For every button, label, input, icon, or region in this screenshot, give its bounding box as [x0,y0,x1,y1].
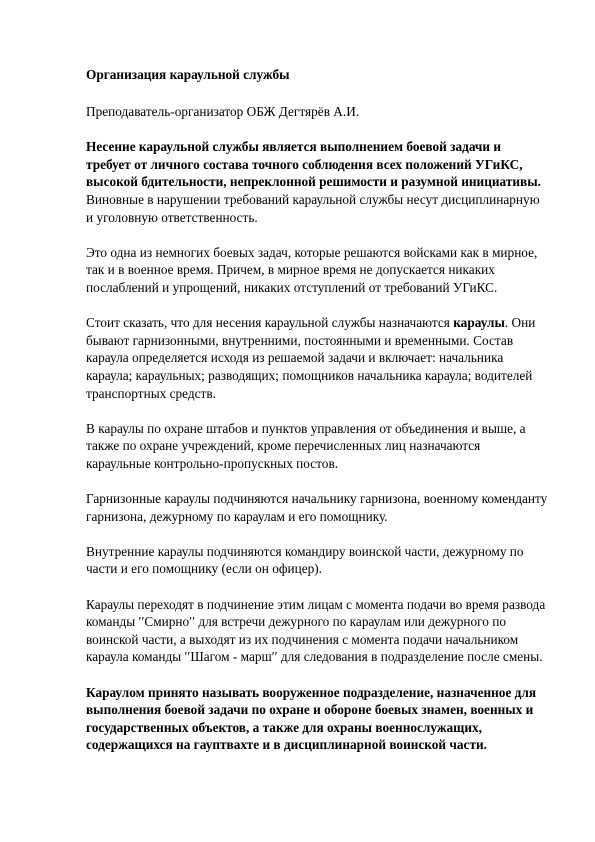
paragraph-duty-rest: Виновные в нарушении требований караульной службы несут дисциплинарную и уголовную ответственность. [86,191,540,225]
paragraph-internal-guards: Внутренние караулы подчиняются командиру воинской части, дежурному по части и его помощнику (если он офицер). [86,543,524,577]
paragraph-duty-definition [86,138,548,226]
document-page [86,66,548,754]
paragraph-guard-types-start: Стоит сказать, что для несения караульной службы назначаются [86,315,454,331]
paragraph-guard-definition [86,684,548,754]
paragraph-guard-definition-bold: Караулом принято называть вооруженное подразделение, назначенное для выполнения боевой задачи по охране и обороне боевых знамен, военных и государственных объектов, а также для охраны военнослужащих, содержащихся на гауптвахте и в дисциплинарной воинской части. [86,684,537,753]
document-title: Организация караульной службы [86,67,290,82]
author-line: Преподаватель-организатор ОБЖ Дегтярёв А.И. [86,103,360,119]
paragraph-peacetime: Это одна из немногих боевых задач, которые решаются войсками как в мирное, так и в военное время. Причем, в мирное время не допускается никаких послаблений и упрощений, никаких отступлений от требований УГиКС. [86,244,538,295]
paragraph-subordination: Караулы переходят в подчинение этим лицам с момента подачи во время развода команды ′′Смирно′′ для встречи дежурного по караулам или дежурного по воинской части, а выходят из их подчинения с момента подачи начальником караула команды ′′Шагом - марш′′ для следования в подразделение после смены. [86,596,546,665]
paragraph-guard-types-rest: . Они бывают гарнизонными, внутренними, постоянными и временными. Состав караула определяется исходя из решаемой задачи и включает: начальника караула; караульных; разводящих; помощников начальника караула; водителей транспортных средств. [86,315,536,401]
paragraph-garrison-guards: Гарнизонные караулы подчиняются начальнику гарнизона, военному коменданту гарнизона, дежурному по караулам и его помощнику. [86,491,548,524]
paragraph-guard-types [86,314,548,402]
paragraph-duty-bold: Несение караульной службы является выполнением боевой задачи и требует от личного состава точного соблюдения всех положений УГиКС, высокой бдительности, непреклонной решимости и разумной инициативы. [86,139,541,190]
paragraph-headquarters-guards: В караулы по охране штабов и пунктов управления от объединения и выше, а также по охране учреждений, кроме перечисленных лиц назначаются караульные контрольно-пропускных постов. [86,420,526,471]
paragraph-guard-types-bold: караулы [453,315,505,331]
